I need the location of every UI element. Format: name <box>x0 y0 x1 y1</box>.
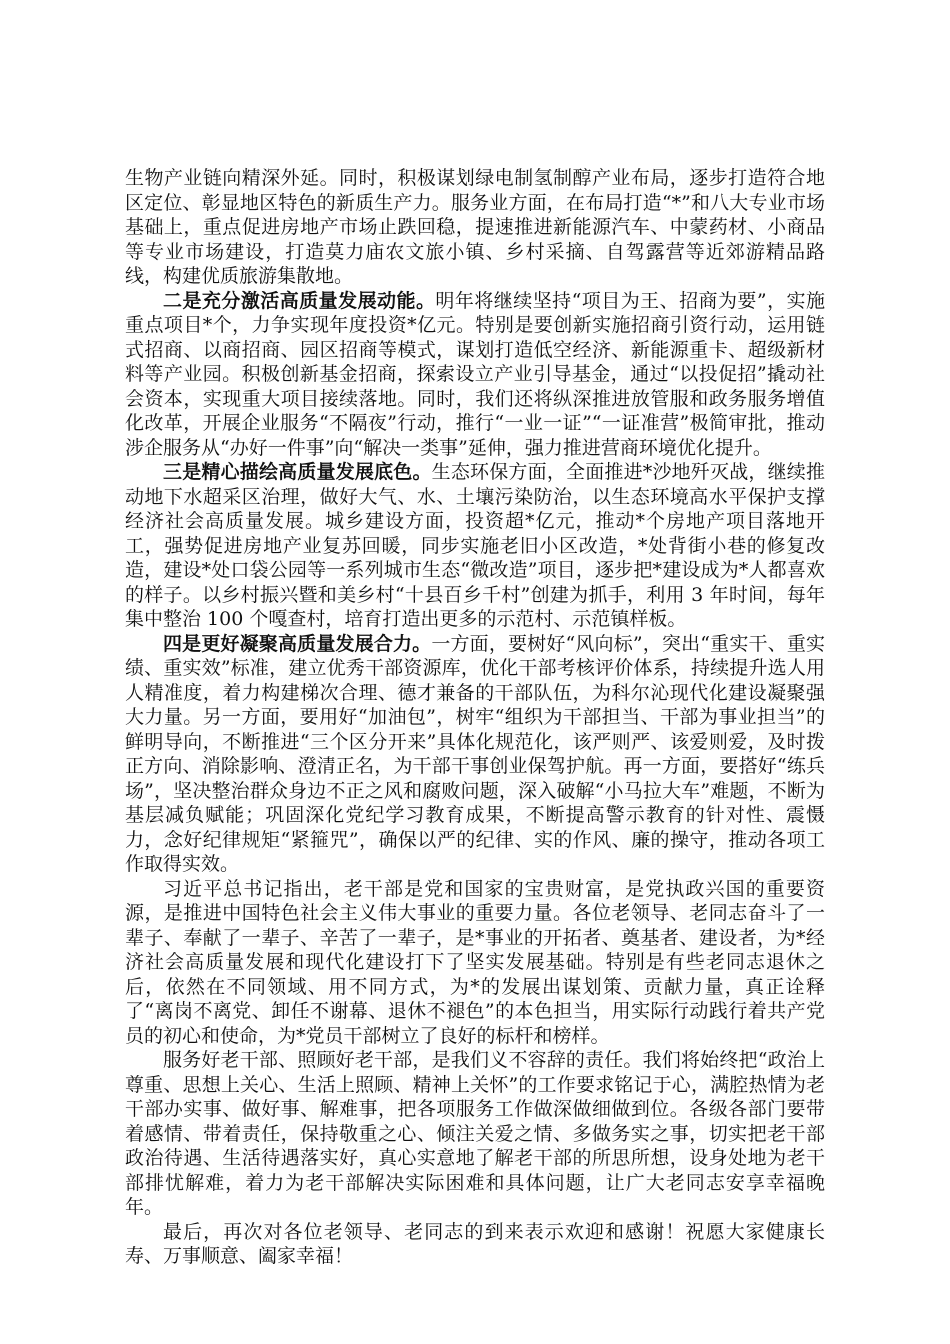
paragraph-heading: 四是更好凝聚高质量发展合力。 <box>163 632 432 655</box>
paragraph-momentum <box>125 289 825 461</box>
paragraph-foundation <box>125 460 825 632</box>
paragraph-text: 生态环保方面，全面推进*沙地歼灭战，继续推动地下水超采区治理，做好大气、水、土壤污染防治，以生态环境高水平保护支撑经济社会高质量发展。城乡建设方面，投资超*亿元，推动*个房地产项目落地开工，强势促进房地产业复苏回暖，同步实施老旧小区改造，*处背街小巷的修复改造，建设*处口袋公园等一系列城市生态“微改造”项目，逐步把*建设成为*人都喜欢的样子。以乡村振兴暨和美乡村“十县百乡千村”创建为抓手，利用 3 年时间，每年集中整治 100 个嘎查村，培育打造出更多的示范村、示范镇样板。 <box>125 461 825 630</box>
document-body <box>125 166 825 1269</box>
paragraph-industry-continued <box>125 166 825 289</box>
paragraph-text: 最后，再次对各位老领导、老同志的到来表示欢迎和感谢！祝愿大家健康长寿、万事顺意、阖家幸福！ <box>125 1220 825 1267</box>
paragraph-heading: 二是充分激活高质量发展动能。 <box>163 289 436 312</box>
paragraph-text: 服务好老干部、照顾好老干部，是我们义不容辞的责任。我们将始终把“政治上尊重、思想上关心、生活上照顾、精神上关怀”的工作要求铭记于心，满腔热情为老干部办实事、做好事、解难事，把各项服务工作做深做细做到位。各级各部门要带着感情、带着责任，保持敬重之心、倾注关爱之情、多做务实之事，切实把老干部政治待遇、生活待遇落实好，真心实意地了解老干部的所思所想，设身处地为老干部排忧解难，着力为老干部解决实际困难和具体问题，让广大老同志安享幸福晚年。 <box>125 1049 825 1218</box>
paragraph-heading: 三是精心描绘高质量发展底色。 <box>163 461 432 483</box>
paragraph-text: 生物产业链向精深外延。同时，积极谋划绿电制氢制醇产业布局，逐步打造符合地区定位、彰显地区特色的新质生产力。服务业方面，在布局打造“*”和八大专业市场基础上，重点促进房地产市场止跌回稳，提速推进新能源汽车、中蒙药材、小商品等专业市场建设，打造莫力庙农文旅小镇、乡村采摘、自驾露营等近郊游精品路线，构建优质旅游集散地。 <box>125 167 825 287</box>
paragraph-text: 一方面，要树好“风向标”，突出“重实干、重实绩、重实效”标准，建立优秀干部资源库，优化干部考核评价体系，持续提升选人用人精准度，着力构建梯次合理、德才兼备的干部队伍，为科尔沁现代化建设凝聚强大力量。另一方面，要用好“加油包”，树牢“组织为干部担当、干部为事业担当”的鲜明导向，不断推进“三个区分开来”具体化规范化，该严则严、该爱则爱，及时拨正方向、消除影响、澄清正名，为干部干事创业保驾护航。再一方面，要搭好“练兵场”，坚决整治群众身边不正之风和腐败问题，深入破解“小马拉大车”难题，不断为基层减负赋能；巩固深化党纪学习教育成果，不断提高警示教育的针对性、震慑力，念好纪律规矩“紧箍咒”，确保以严的纪律、实的作风、廉的操守，推动各项工作取得实效。 <box>125 632 825 875</box>
paragraph-veteran-cadres <box>125 877 825 1049</box>
paragraph-text: 明年将继续坚持“项目为王、招商为要”，实施重点项目*个，力争实现年度投资*亿元。特别是要创新实施招商引资行动，运用链式招商、以商招商、园区招商等模式，谋划打造低空经济、新能源重卡、超级新材料等产业园。积极创新基金招商，探索设立产业引导基金，通过“以投促招”撬动社会资本，实现重大项目接续落地。同时，我们还将纵深推进放管服和政务服务增值化改革，开展企业服务“不隔夜”行动，推行“一业一证”“一证准营”极简审批，推动涉企服务从“办好一件事”向“解决一类事”延伸，强力推进营商环境优化提升。 <box>125 289 825 459</box>
paragraph-closing <box>125 1220 825 1269</box>
paragraph-service-commitment <box>125 1048 825 1220</box>
paragraph-text: 习近平总书记指出，老干部是党和国家的宝贵财富，是党执政兴国的重要资源，是推进中国特色社会主义伟大事业的重要力量。各位老领导、老同志奋斗了一辈子、奉献了一辈子、辛苦了一辈子，是*事业的开拓者、奠基者、建设者，为*经济社会高质量发展和现代化建设打下了坚实发展基础。特别是有些老同志退休之后，依然在不同领域、用不同方式，为*的发展出谋划策、贡献力量，真正诠释了“离岗不离党、卸任不谢幕、退休不褪色”的本色担当，用实际行动践行着共产党员的初心和使命，为*党员干部树立了良好的标杆和榜样。 <box>125 877 825 1047</box>
paragraph-synergy <box>125 632 825 877</box>
